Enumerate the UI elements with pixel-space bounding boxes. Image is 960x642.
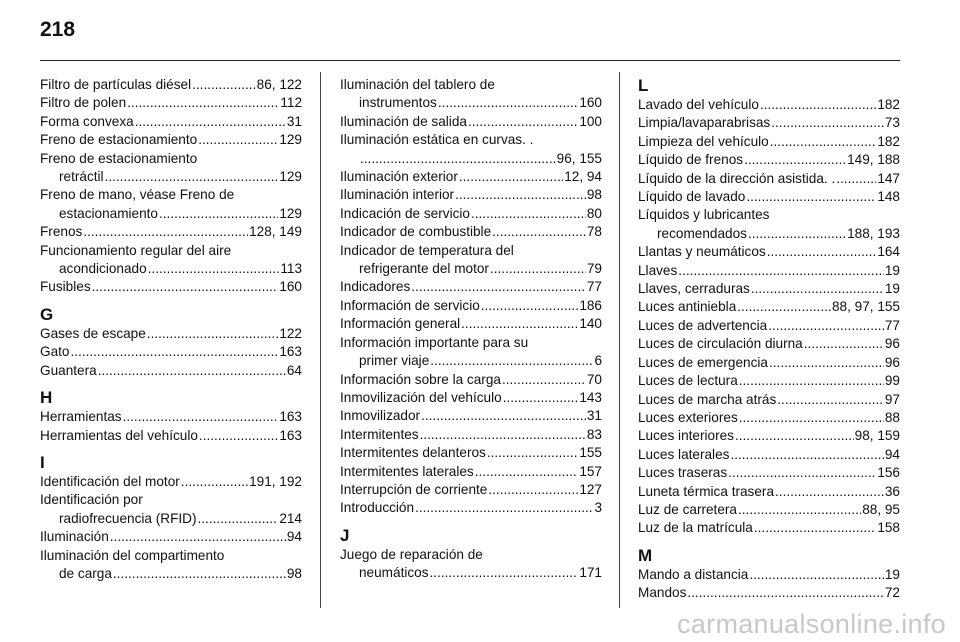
index-entry-label: Limpieza del vehículo xyxy=(638,133,769,149)
index-entry-label: primer viaje xyxy=(359,353,430,369)
index-entry-pages: 19 xyxy=(884,566,900,582)
dot-leader xyxy=(488,481,578,499)
watermark: carmanualsonline.info xyxy=(677,609,946,639)
dot-leader xyxy=(769,354,884,372)
index-entry-label: Iluminación exterior xyxy=(340,169,458,185)
index-entry-label: Lavado del vehículo xyxy=(638,97,759,112)
index-entry xyxy=(638,225,900,243)
index-entry xyxy=(340,223,602,241)
index-entry-pages: 148 xyxy=(877,189,900,205)
section-letter: I xyxy=(40,452,45,472)
dot-leader xyxy=(70,343,278,361)
index-entry xyxy=(40,260,302,278)
dot-leader xyxy=(777,391,884,409)
dot-leader xyxy=(411,278,586,296)
index-entry xyxy=(638,114,900,132)
index-entry-pages: 160 xyxy=(579,95,602,111)
index-entry-label: Luneta térmica trasera xyxy=(638,483,775,499)
index-entry-pages: 158 xyxy=(877,520,900,536)
index-entry-pages: 97 xyxy=(884,391,900,407)
index-entry-label: Luces exteriores xyxy=(638,409,738,425)
index-entry-label: instrumentos xyxy=(359,95,437,111)
index-entry-pages: 83 xyxy=(586,426,602,442)
index-entry xyxy=(638,427,900,445)
index-entry-pages: 163 xyxy=(279,344,302,360)
dot-leader xyxy=(430,564,579,582)
index-entry xyxy=(638,354,900,372)
dot-leader xyxy=(92,278,279,296)
index-entry-pages: 171 xyxy=(579,565,602,581)
index-entry-label: Información de servicio xyxy=(340,297,480,313)
index-entry-label: Filtro de polen xyxy=(40,95,127,111)
index-entry-label: Luces de marcha atrás xyxy=(638,391,777,407)
dot-leader xyxy=(492,223,586,241)
dot-leader xyxy=(730,446,883,464)
index-entry-heading: Líquidos y lubricantes xyxy=(638,207,770,223)
dot-leader xyxy=(421,407,586,425)
index-entry-label: Fusibles xyxy=(40,279,91,295)
index-entry-label: de carga xyxy=(59,565,112,581)
index-entry-heading: Funcionamiento regular del aire xyxy=(40,242,232,258)
index-entry-label: Introducción xyxy=(340,500,415,516)
index-entry-pages: 98 xyxy=(286,565,302,581)
dot-leader xyxy=(775,483,884,501)
dot-leader xyxy=(739,372,884,390)
index-entry xyxy=(638,96,900,114)
index-entry-pages: 96 xyxy=(884,354,900,370)
index-entry xyxy=(340,564,602,582)
index-entry xyxy=(638,409,900,427)
index-entry xyxy=(40,278,302,296)
index-entry xyxy=(40,343,302,361)
index-entry-label: Intermitentes xyxy=(340,426,419,442)
index-entry-pages: 113 xyxy=(280,261,302,277)
index-entry-pages: 188, 193 xyxy=(847,225,900,241)
dot-leader xyxy=(360,150,556,168)
dot-leader xyxy=(771,114,884,132)
index-entry xyxy=(40,528,302,546)
index-entry-label: Llaves, cerraduras xyxy=(638,281,750,297)
index-entry xyxy=(638,391,900,409)
dot-leader xyxy=(148,260,280,278)
index-entry-pages: 99 xyxy=(884,373,900,389)
index-entry-label: radiofrecuencia (RFID) xyxy=(59,510,197,526)
index-entry-pages: 77 xyxy=(884,317,900,333)
dot-leader xyxy=(83,223,248,241)
index-entry-pages: 79 xyxy=(586,261,602,277)
index-entry-label: Identificación del motor xyxy=(40,473,180,489)
column-divider xyxy=(619,72,620,608)
index-entry xyxy=(638,151,900,169)
dot-leader xyxy=(746,188,876,206)
index-entry-pages: 112 xyxy=(280,95,302,111)
dot-leader xyxy=(768,317,884,335)
index-entry-pages: 88 xyxy=(884,409,900,425)
index-entry-pages: 31 xyxy=(286,113,302,129)
index-entry-pages: 88, 95 xyxy=(862,501,900,517)
dot-leader xyxy=(490,260,586,278)
index-entry-pages: 77 xyxy=(586,279,602,295)
header-rule xyxy=(40,60,900,61)
index-entry-label: estacionamiento xyxy=(59,205,158,221)
dot-leader xyxy=(751,280,884,298)
dot-leader xyxy=(735,427,854,445)
index-entry-pages: 12, 94 xyxy=(564,169,602,185)
index-entry xyxy=(340,407,602,425)
index-entry xyxy=(40,362,302,380)
index-entry-label: Luces de lectura xyxy=(638,373,738,389)
index-entry-label: Luces de emergencia xyxy=(638,354,768,370)
index-entry-label: Líquido de lavado xyxy=(638,189,746,205)
index-entry xyxy=(340,168,602,186)
index-entry xyxy=(340,205,602,223)
dot-leader xyxy=(430,352,593,370)
index-entry-label: Interrupción de corriente xyxy=(340,481,488,497)
index-entry-label: Gases de escape xyxy=(40,325,146,341)
dot-leader xyxy=(415,499,593,517)
index-entry-pages: 96 xyxy=(884,336,900,352)
dot-leader xyxy=(198,131,278,149)
dot-leader xyxy=(98,362,286,380)
dot-leader xyxy=(181,473,248,491)
index-entry-pages: 163 xyxy=(279,427,302,443)
index-entry-pages: 164 xyxy=(877,244,900,260)
dot-leader xyxy=(760,96,876,114)
index-entry-label: Guantera xyxy=(40,362,97,378)
index-entry-label: Luces antiniebla xyxy=(638,299,737,315)
dot-leader xyxy=(123,408,279,426)
index-entry xyxy=(638,243,900,261)
index-entry-pages: 155 xyxy=(579,445,602,461)
index-entry xyxy=(340,260,602,278)
index-entry-label: Limpia/lavaparabrisas xyxy=(638,115,771,131)
index-entry-pages: 163 xyxy=(279,409,302,425)
dot-leader xyxy=(739,409,884,427)
index-entry-pages: 88, 97, 155 xyxy=(831,299,900,315)
index-entry xyxy=(638,317,900,335)
index-entry-label: Luces de advertencia xyxy=(638,317,768,333)
dot-leader xyxy=(135,113,286,131)
index-entry xyxy=(638,280,900,298)
dot-leader xyxy=(461,315,578,333)
section-letter: H xyxy=(40,388,53,408)
index-entry-label: Iluminación de salida xyxy=(340,113,467,129)
dot-leader xyxy=(199,427,278,445)
index-entry-label: Gato xyxy=(40,344,70,360)
index-entry-pages: 73 xyxy=(884,115,900,131)
index-entry xyxy=(40,223,302,241)
section-letter: L xyxy=(638,76,649,95)
index-entry-label: retráctil xyxy=(59,169,104,185)
index-entry xyxy=(638,566,900,584)
index-entry xyxy=(340,499,602,517)
index-entry-label: Herramientas xyxy=(40,409,122,425)
index-entry-heading: Iluminación del tablero de xyxy=(340,77,495,92)
dot-leader xyxy=(502,371,586,389)
index-entry-heading: Iluminación estática en curvas. . xyxy=(340,132,534,148)
index-entry-label: Forma convexa xyxy=(40,113,134,129)
index-entry-pages: 147 xyxy=(877,170,900,186)
dot-leader xyxy=(113,565,286,583)
dot-leader xyxy=(754,519,876,537)
index-entry-pages: 78 xyxy=(586,224,602,240)
index-entry xyxy=(340,426,602,444)
index-entry-label: Líquido de la dirección asistida. . xyxy=(638,170,836,186)
index-entry-label: Mandos xyxy=(638,585,687,601)
dot-leader xyxy=(678,262,884,280)
index-entry xyxy=(638,483,900,501)
index-entry-pages: 186 xyxy=(579,297,602,313)
index-entry-pages: 98 xyxy=(586,187,602,203)
index-entry-pages: 70 xyxy=(586,371,602,387)
index-entry xyxy=(40,427,302,445)
index-entry xyxy=(40,473,302,491)
index-entry-pages: 94 xyxy=(286,529,302,545)
index-entry xyxy=(340,186,602,204)
index-entry xyxy=(40,510,302,528)
index-entry xyxy=(340,352,602,370)
dot-leader xyxy=(767,243,877,261)
dot-leader xyxy=(836,170,876,188)
index-entry-label: Intermitentes delanteros xyxy=(340,445,486,461)
dot-leader xyxy=(475,463,579,481)
index-entry-heading: Identificación por xyxy=(40,492,143,508)
index-entry xyxy=(340,463,602,481)
index-entry xyxy=(638,446,900,464)
dot-leader xyxy=(159,205,278,223)
index-entry-pages: 86, 122 xyxy=(256,77,302,92)
index-entry-label: refrigerante del motor xyxy=(359,261,489,277)
index-entry xyxy=(340,371,602,389)
index-entry xyxy=(340,94,602,112)
index-entry-heading: Freno de mano, véase Freno de xyxy=(40,187,235,203)
index-entry-pages: 182 xyxy=(877,97,900,112)
index-entry xyxy=(40,94,302,112)
index-entry-pages: 96, 155 xyxy=(556,150,602,166)
index-entry-label: Luz de la matrícula xyxy=(638,520,753,536)
index-entry-heading: Juego de reparación de xyxy=(340,546,483,562)
index-entry-label: Indicador de combustible xyxy=(340,224,492,240)
index-entry-heading: Freno de estacionamiento xyxy=(40,150,198,166)
dot-leader xyxy=(438,94,578,112)
dot-leader xyxy=(749,566,884,584)
index-entry-pages: 182 xyxy=(877,133,900,149)
index-column-3 xyxy=(638,76,900,603)
index-entry xyxy=(40,76,302,94)
index-entry xyxy=(638,501,900,519)
index-entry xyxy=(40,408,302,426)
index-entry-label: Información general xyxy=(340,316,461,332)
index-entry-pages: 36 xyxy=(884,483,900,499)
index-entry-pages: 157 xyxy=(579,463,602,479)
index-entry-pages: 129 xyxy=(279,132,302,148)
index-entry-label: neumáticos xyxy=(359,565,429,581)
index-entry xyxy=(638,519,900,537)
index-entry-pages: 149, 188 xyxy=(847,152,900,168)
dot-leader xyxy=(804,335,884,353)
index-entry-pages: 128, 149 xyxy=(249,224,302,240)
index-entry xyxy=(638,372,900,390)
index-entry-pages: 3 xyxy=(594,500,602,516)
index-entry xyxy=(40,131,302,149)
dot-leader xyxy=(728,464,876,482)
index-entry-label: Luces interiores xyxy=(638,428,734,444)
dot-leader xyxy=(744,151,846,169)
index-entry-pages: 191, 192 xyxy=(249,473,302,489)
index-entry-label: Llaves xyxy=(638,262,678,278)
index-entry xyxy=(340,278,602,296)
index-entry xyxy=(638,133,900,151)
index-entry-pages: 129 xyxy=(279,169,302,185)
index-entry-label: Líquido de frenos xyxy=(638,152,744,168)
index-entry-pages: 122 xyxy=(279,325,302,341)
index-entry xyxy=(40,168,302,186)
index-entry xyxy=(340,444,602,462)
dot-leader xyxy=(487,444,578,462)
index-entry-pages: 156 xyxy=(877,465,900,481)
index-entry xyxy=(638,464,900,482)
index-entry-label: Información sobre la carga xyxy=(340,371,501,387)
index-entry-pages: 98, 159 xyxy=(854,428,900,444)
index-entry xyxy=(340,297,602,315)
index-entry xyxy=(638,584,900,602)
index-entry-label: Iluminación interior xyxy=(340,187,455,203)
index-entry-label: recomendados xyxy=(657,225,747,241)
index-entry-pages: 127 xyxy=(579,481,602,497)
dot-leader xyxy=(737,298,831,316)
index-entry-pages: 94 xyxy=(884,446,900,462)
column-divider xyxy=(320,72,321,608)
index-entry-pages: 100 xyxy=(579,113,602,129)
index-entry-label: Llantas y neumáticos xyxy=(638,244,766,260)
index-entry-label: Luz de carretera xyxy=(638,501,737,517)
dot-leader xyxy=(110,528,286,546)
index-entry-pages: 214 xyxy=(279,510,302,526)
index-entry xyxy=(340,389,602,407)
index-entry-label: Inmovilizador xyxy=(340,408,421,424)
index-entry xyxy=(340,481,602,499)
index-entry xyxy=(340,150,602,168)
index-entry-pages: 80 xyxy=(586,205,602,221)
index-entry xyxy=(40,113,302,131)
section-letter: J xyxy=(340,525,350,545)
index-entry-label: Luces laterales xyxy=(638,446,730,462)
dot-leader xyxy=(127,94,279,112)
index-entry-pages: 31 xyxy=(586,408,602,424)
dot-leader xyxy=(105,168,279,186)
dot-leader xyxy=(455,186,586,204)
dot-leader xyxy=(748,225,846,243)
dot-leader xyxy=(481,297,579,315)
index-entry-pages: 129 xyxy=(279,205,302,221)
index-entry-pages: 6 xyxy=(594,353,602,369)
index-entry-label: Indicadores xyxy=(340,279,411,295)
index-entry-pages: 72 xyxy=(884,585,900,601)
dot-leader xyxy=(147,325,279,343)
index-entry-pages: 160 xyxy=(279,279,302,295)
index-entry-pages: 19 xyxy=(884,281,900,297)
index-entry-label: Iluminación xyxy=(40,529,109,545)
dot-leader xyxy=(738,501,861,519)
index-entry-pages: 64 xyxy=(286,362,302,378)
index-entry-pages: 143 xyxy=(579,389,602,405)
page-number: 218 xyxy=(40,18,76,41)
index-entry-heading: Iluminación del compartimento xyxy=(40,547,225,563)
index-entry-label: Luces de circulación diurna xyxy=(638,336,803,352)
dot-leader xyxy=(468,113,578,131)
index-entry-heading: Información importante para su xyxy=(340,334,529,350)
index-entry-label: acondicionado xyxy=(59,261,147,277)
index-entry-label: Filtro de partículas diésel xyxy=(40,77,192,92)
index-entry xyxy=(340,315,602,333)
index-entry-label: Herramientas del vehículo xyxy=(40,427,198,443)
section-letter: G xyxy=(40,304,54,324)
index-entry-label: Freno de estacionamiento xyxy=(40,132,198,148)
index-entry-pages: 140 xyxy=(579,316,602,332)
index-entry-label: Mando a distancia xyxy=(638,566,749,582)
index-entry xyxy=(40,205,302,223)
dot-leader xyxy=(192,76,256,94)
index-entry-label: Inmovilización del vehículo xyxy=(340,389,502,405)
index-entry-label: Frenos xyxy=(40,224,83,240)
dot-leader xyxy=(459,168,563,186)
index-entry-label: Luces traseras xyxy=(638,465,728,481)
index-entry xyxy=(638,188,900,206)
index-entry xyxy=(638,298,900,316)
index-column-2 xyxy=(340,76,602,583)
index-entry xyxy=(340,113,602,131)
index-entry-label: Indicación de servicio xyxy=(340,205,470,221)
dot-leader xyxy=(198,510,279,528)
index-entry-pages: 19 xyxy=(884,262,900,278)
index-entry-label: Intermitentes laterales xyxy=(340,463,474,479)
index-column-1 xyxy=(40,76,302,583)
index-entry-heading: Indicador de temperatura del xyxy=(340,242,514,258)
index-entry xyxy=(638,335,900,353)
dot-leader xyxy=(471,205,586,223)
index-entry xyxy=(638,262,900,280)
dot-leader xyxy=(770,133,877,151)
index-entry xyxy=(40,565,302,583)
index-entry xyxy=(40,325,302,343)
dot-leader xyxy=(687,584,884,602)
index-entry xyxy=(638,170,900,188)
dot-leader xyxy=(503,389,579,407)
section-letter: M xyxy=(638,545,653,565)
dot-leader xyxy=(420,426,586,444)
